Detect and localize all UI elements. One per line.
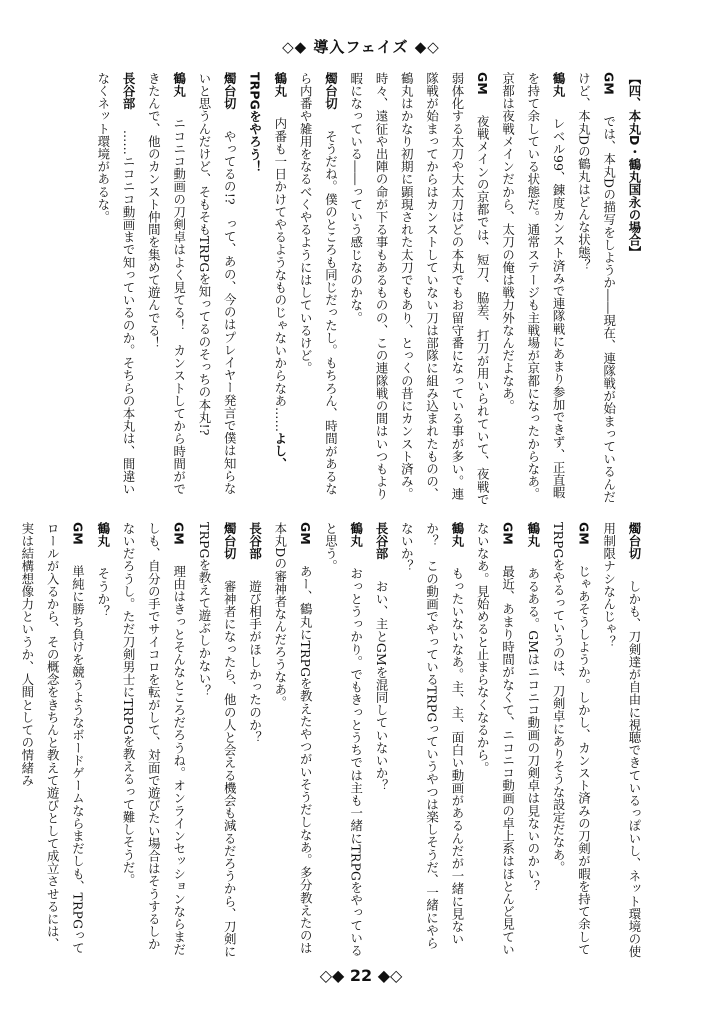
page-header: ◇◆ 導入フェイズ ◆◇ [282,38,440,56]
speaker-name: 鶴丸 [171,72,187,98]
dialogue-line [546,522,597,960]
speaker-name: GM [576,522,592,545]
bottom-text-block [19,522,647,960]
line-text: 遊び相手がほしかったのか？ [247,579,263,744]
speaker-name: GM [500,522,516,545]
speaker-name: 鶴丸 [449,522,465,548]
line-text: 内番も一日かけてやるようなものじゃないからなあ…… [272,117,288,433]
speaker-name: 燭台切 [323,72,339,110]
line-text: 最近、あまり時間がなくて、ニコニコ動画の卓上系はほとんど見ていないなあ。見始めると止まらなくなるから。 [475,522,516,956]
dialogue-line [192,72,243,506]
line-text: もったいないなあ。主、主、面白い動画があるんだが一緒に見ないか？ この動画でやっているTRPGっていうやつは楽しそうだ、一緒にやらないか？ [399,522,465,950]
dialogue-line [596,522,647,960]
dialogue-line [343,72,495,506]
line-text: やってるの!? って、あの、今のはプレイヤー発言で僕は知らないと思うんだけど、そもそもTRPGを知ってるのそっちの本丸!? [196,72,238,495]
dialogue-line [15,522,91,960]
line-text: あー、鶴丸にTRPGを教えたやつがいそうだしなあ。多分教えたのは本丸Dの審神者なんだろうなあ。 [272,522,314,955]
line-text: ニコニコ動画の刀剣卓はよく見てる！ カンストしてから時間ができたんで、他のカンスト仲間を集めて遊んでる！ [146,72,187,496]
bottom-paragraph-list [15,522,647,960]
speaker-name: 長谷部 [121,72,137,110]
dialogue-line [192,522,243,960]
line-text: そうだね。僕のところも同じだったし。もちろん、時間があるなら内番や雑用をなるべくやるようにはしているけど。 [298,72,339,496]
speaker-name: GM [70,522,86,545]
line-text: 理由はきっとそんなところだろうね。オンラインセッションならまだしも、自分の手でサイコロを転がして、対面で遊びたい場合はそうするしかないだろうし。ただ刀剣男士にTRPGを教えるって難しそうだ。 [121,522,187,956]
dialogue-line [495,72,571,506]
line-text: あるある。GMはニコニコ動画の刀剣卓は見ないのかい？ [525,567,541,893]
page-number: ◇◆ 22 ◆◇ [319,966,403,985]
line-text: 審神者になったら、他の人と会える機会も減るだろうから、刀剣にTRPGを教えて遊ぶしかない？ [196,522,238,958]
dialogue-line [141,72,192,506]
speaker-name: 鶴丸 [551,72,567,98]
speaker-name: 鶴丸 [95,522,111,548]
speaker-name: 鶴丸 [525,522,541,548]
dialogue-line [369,522,394,960]
dialogue-line [318,522,369,960]
line-text: では、本丸Dの描写をしようか――現在、連隊戦が始まっているんだけど、本丸Dの鶴丸はどんな状態？ [576,72,617,504]
dialogue-line [242,522,267,960]
bold-emphasis: よし、TRPGをやろう！ [247,72,288,471]
speaker-name: 燭台切 [222,522,238,560]
line-text: 単純に勝ち負けを競うようなボードゲームならまだしも、TRPGってロールが入るから、その概念をきちんと教えて遊びとして成立させるには、実は結構想像力というか、人間としての情緒み [19,522,86,955]
speaker-name: 鶴丸 [348,522,364,548]
speaker-name: GM [171,522,187,545]
top-text-block [95,72,647,506]
dialogue-line [90,522,115,960]
line-text: レベル99、錬度カンスト済みで連隊戦にあまり参加できず、正直暇を持て余している状態だ。通常ステージも主戦場が京都になったからなあ。京都は夜戦メインだから、太刀の俺は戦力外なんだよなあ。 [500,72,567,501]
dialogue-line [242,72,293,506]
dialogue-line [571,72,622,506]
line-text: じゃあそうしようか。しかし、カンスト済みの刀剣が暇を持て余してTRPGをやるっていうのは、刀剣卓にありそうな設定だなあ。 [551,522,592,956]
speaker-name: GM [475,72,491,95]
speaker-name: 長谷部 [247,522,263,560]
speaker-name: 燭台切 [627,522,642,560]
dialogue-line [268,522,319,960]
dialogue-line [90,72,141,506]
top-paragraph-list [90,72,621,506]
speaker-name: 長谷部 [374,522,390,560]
line-text: ……ニコニコ動画まで知っているのか。そちらの本丸は、間違いなくネット環境があるな。 [95,72,137,496]
dialogue-line [470,522,521,960]
dialogue-line [293,72,344,506]
dialogue-line [394,522,470,960]
speaker-name: 燭台切 [222,72,238,110]
dialogue-line [521,522,546,960]
line-text: しかも、刀剣達が自由に視聴できているっぽいし、ネット環境の使用制限ナシなんじゃ？ [601,522,642,958]
line-text: おい、主とGMを混同していないか？ [374,579,390,792]
section-title: 【四、本丸D・鶴丸国永の場合】 [627,72,642,259]
line-text: そうか？ [95,567,111,618]
line-text: おっとうっかり。でもきっとうちでは主も一緒にTRPGをやっていると思う。 [323,522,364,957]
dialogue-line [116,522,192,960]
line-text: 夜戦メインの京都では、短刀、脇差、打刀が用いられていて、夜戦で弱体化する太刀や大太刀はどの本丸でもお留守番になっている事が多い。連隊戦が始まってからはカンストしていない刀は部隊に組み込まれたものの、鶴丸はかなり初期に顕現された太刀でもあり、とっくの昔にカンスト済み。時々、遠征や出陣の命が下る事もあるものの、この連隊戦の間はいつもより暇になっている――っていう感じなのかな。 [348,72,491,506]
speaker-name: 鶴丸 [272,72,288,98]
speaker-name: GM [298,522,314,545]
speaker-name: GM [601,72,617,95]
